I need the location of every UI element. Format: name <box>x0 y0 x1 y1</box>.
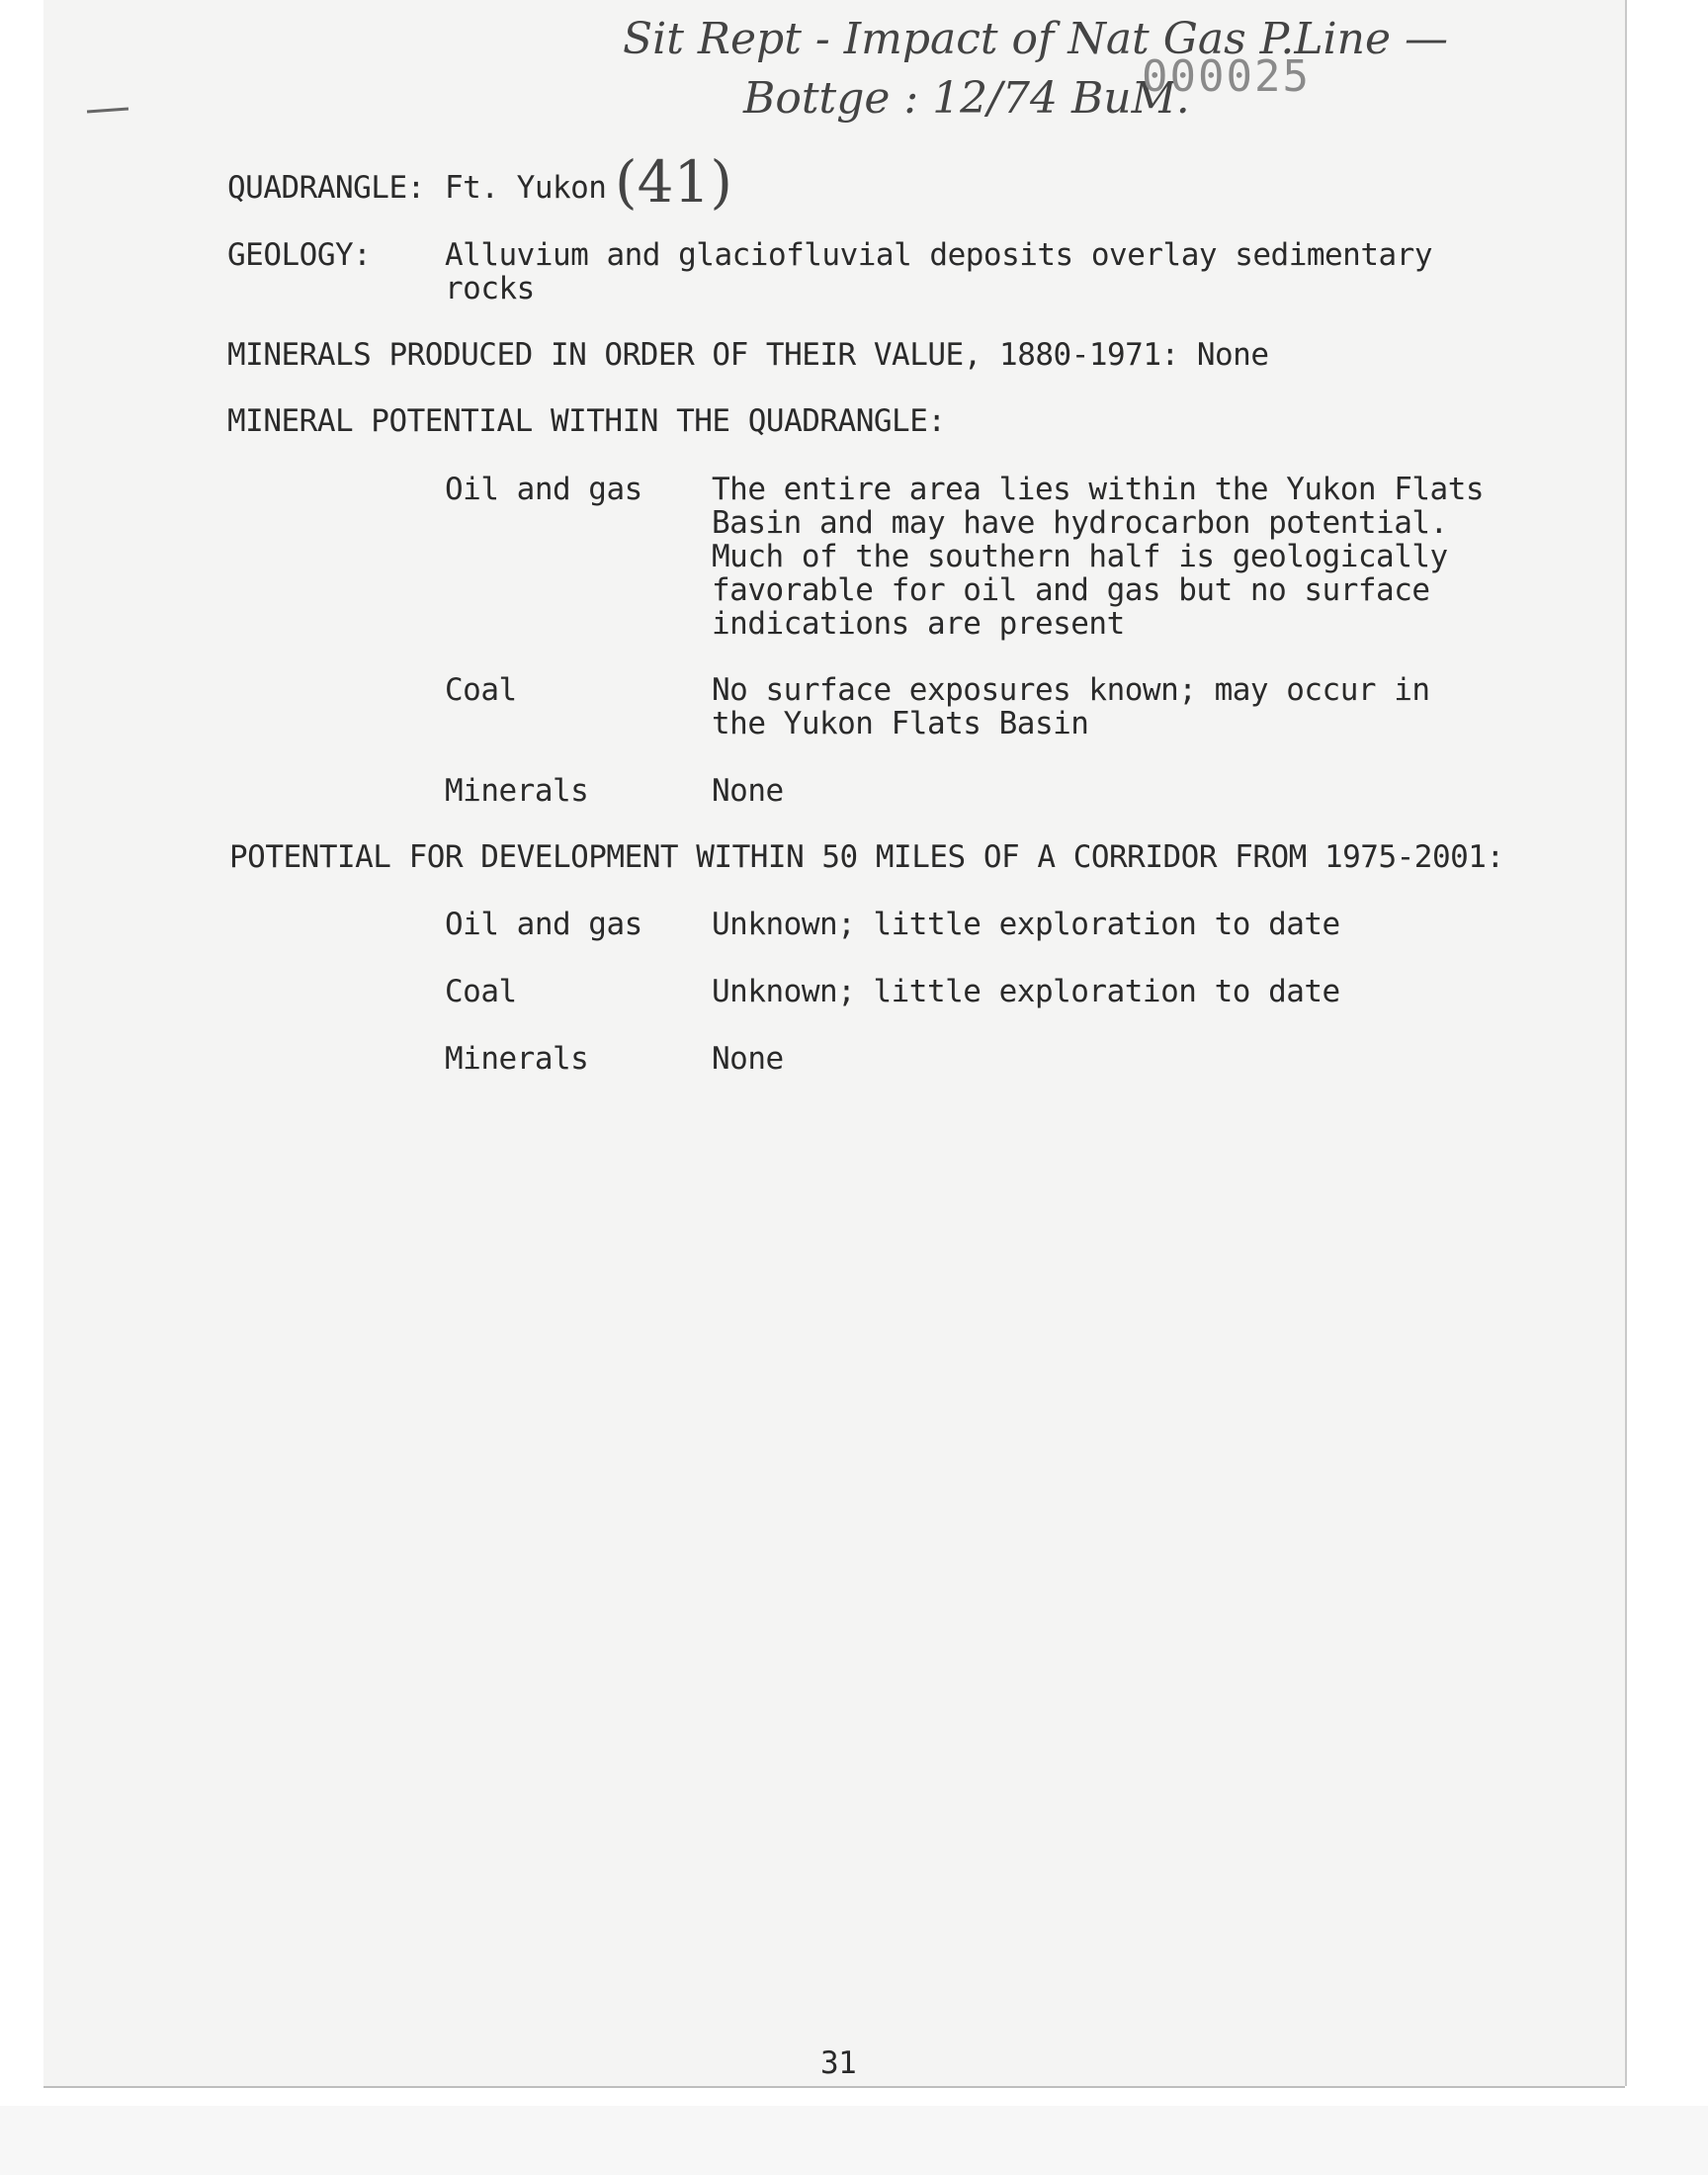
scan-bottom-margin <box>0 2106 1708 2175</box>
text-line: indications are present <box>712 606 1125 642</box>
development-coal-label: Coal <box>445 974 517 1009</box>
potential-minerals-label: Minerals <box>445 773 589 809</box>
geology-text <box>445 238 1432 305</box>
development-minerals-label: Minerals <box>445 1041 589 1077</box>
quadrangle-value: Ft. Yukon <box>445 170 607 206</box>
geology-line: Alluvium and glaciofluvial deposits overlay sedimentary <box>445 237 1432 273</box>
text-line: No surface exposures known; may occur in <box>712 672 1430 708</box>
document-stamp-number: 000025 <box>1142 51 1311 102</box>
quadrangle-label: QUADRANGLE: <box>227 170 425 206</box>
development-coal-value: Unknown; little exploration to date <box>712 974 1340 1009</box>
page-number: 31 <box>820 2045 857 2081</box>
potential-minerals-value: None <box>712 773 784 809</box>
development-oil-gas-label: Oil and gas <box>445 907 642 942</box>
text-line: Basin and may have hydrocarbon potential. <box>712 505 1448 541</box>
text-line: the Yukon Flats Basin <box>712 706 1089 741</box>
handwritten-quadrangle-number: (41) <box>615 148 733 216</box>
development-heading: POTENTIAL FOR DEVELOPMENT WITHIN 50 MILES OF A CORRIDOR FROM 1975-2001: <box>229 839 1504 875</box>
potential-coal-text <box>712 673 1430 740</box>
geology-line: rocks <box>445 271 535 306</box>
document-page <box>43 0 1625 2086</box>
mineral-potential-heading: MINERAL POTENTIAL WITHIN THE QUADRANGLE: <box>227 403 946 439</box>
minerals-produced-line: MINERALS PRODUCED IN ORDER OF THEIR VALUE, 1880-1971: None <box>227 337 1269 373</box>
potential-oil-gas-label: Oil and gas <box>445 472 642 507</box>
potential-oil-gas-text <box>712 473 1484 641</box>
potential-coal-label: Coal <box>445 672 517 708</box>
development-minerals-value: None <box>712 1041 784 1077</box>
handwritten-note-line2: Bottge : 12/74 BuM. <box>743 73 1190 124</box>
handwritten-note-line1: Sit Rept - Impact of Nat Gas P.Line — <box>623 14 1448 64</box>
text-line: favorable for oil and gas but no surface <box>712 572 1430 608</box>
text-line: Much of the southern half is geologically <box>712 539 1448 574</box>
development-oil-gas-value: Unknown; little exploration to date <box>712 907 1340 942</box>
geology-label: GEOLOGY: <box>227 237 372 273</box>
text-line: The entire area lies within the Yukon Flats <box>712 472 1485 507</box>
